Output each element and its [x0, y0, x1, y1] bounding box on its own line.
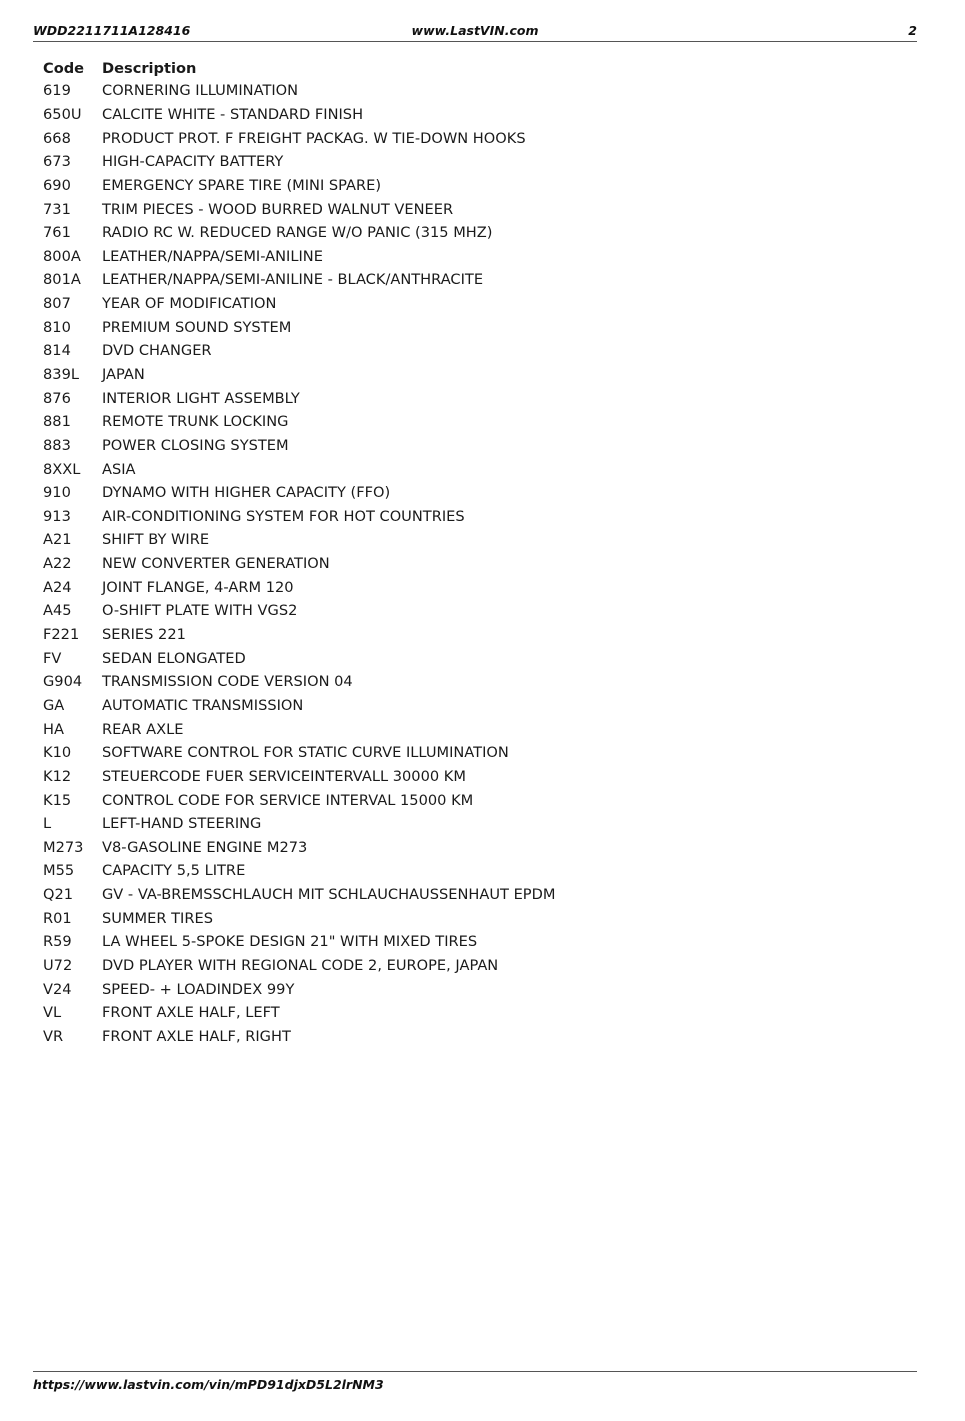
option-description: TRIM PIECES - WOOD BURRED WALNUT VENEER: [102, 200, 454, 218]
option-code: GA: [43, 696, 65, 714]
page-number: 2: [908, 23, 917, 38]
table-row: [43, 812, 555, 836]
option-code: R01: [43, 909, 72, 927]
option-description: STEUERCODE FUER SERVICEINTERVALL 30000 KM: [102, 767, 466, 785]
option-code: VR: [43, 1027, 64, 1045]
option-description: POWER CLOSING SYSTEM: [102, 436, 289, 454]
table-row: [43, 906, 555, 930]
table-row: [43, 552, 555, 576]
option-description: YEAR OF MODIFICATION: [102, 295, 277, 313]
option-code: 668: [43, 129, 71, 147]
option-code: 807: [43, 295, 71, 313]
table-row: [43, 599, 555, 623]
table-row: [43, 410, 555, 434]
table-body: [43, 79, 555, 1048]
option-code: 910: [43, 484, 71, 502]
option-code: VL: [43, 1004, 62, 1022]
table-row: [43, 292, 555, 316]
option-code: V24: [43, 980, 72, 998]
option-description: DYNAMO WITH HIGHER CAPACITY (FFO): [102, 484, 391, 502]
header-vin: WDD2211711A128416: [33, 23, 191, 38]
option-code: 731: [43, 200, 71, 218]
table-row: [43, 765, 555, 789]
option-code: K15: [43, 791, 72, 809]
table-row: [43, 575, 555, 599]
table-row: [43, 79, 555, 103]
option-code: 761: [43, 224, 71, 242]
option-description: SOFTWARE CONTROL FOR STATIC CURVE ILLUMINATION: [102, 744, 509, 762]
option-code: 876: [43, 389, 71, 407]
option-description: SHIFT BY WIRE: [102, 531, 210, 549]
option-description: FRONT AXLE HALF, RIGHT: [102, 1027, 291, 1045]
option-code: 810: [43, 318, 71, 336]
table-row: [43, 103, 555, 127]
option-code: 650U: [43, 105, 82, 123]
option-code: 814: [43, 342, 71, 360]
table-row: [43, 788, 555, 812]
option-description: REMOTE TRUNK LOCKING: [102, 413, 289, 431]
table-row: [43, 883, 555, 907]
table-row: [43, 859, 555, 883]
option-code: 8XXL: [43, 460, 81, 478]
table-row: [43, 977, 555, 1001]
option-description: JOINT FLANGE, 4-ARM 120: [102, 578, 294, 596]
option-description: CALCITE WHITE - STANDARD FINISH: [102, 105, 364, 123]
option-code: F221: [43, 626, 80, 644]
option-description: SPEED- + LOADINDEX 99Y: [102, 980, 295, 998]
option-code: HA: [43, 720, 64, 738]
option-description: TRANSMISSION CODE VERSION 04: [102, 673, 353, 691]
table-row: [43, 741, 555, 765]
option-description: V8-GASOLINE ENGINE M273: [102, 838, 308, 856]
option-description: LA WHEEL 5-SPOKE DESIGN 21" WITH MIXED TIRES: [102, 933, 478, 951]
table-row: [43, 670, 555, 694]
table-row: [43, 244, 555, 268]
option-description: AUTOMATIC TRANSMISSION: [102, 696, 304, 714]
option-description: GV - VA-BREMSSCHLAUCH MIT SCHLAUCHAUSSENHAUT EPDM: [102, 886, 556, 904]
table-row: [43, 954, 555, 978]
option-code: FV: [43, 649, 62, 667]
option-description: SUMMER TIRES: [102, 909, 213, 927]
option-description: EMERGENCY SPARE TIRE (MINI SPARE): [102, 176, 382, 194]
table-row: [43, 221, 555, 245]
table-row: [43, 197, 555, 221]
option-description: LEATHER/NAPPA/SEMI-ANILINE: [102, 247, 323, 265]
option-description: REAR AXLE: [102, 720, 184, 738]
column-header-code: Code: [43, 59, 85, 77]
option-description: JAPAN: [102, 366, 145, 383]
option-description: LEATHER/NAPPA/SEMI-ANILINE - BLACK/ANTHRACITE: [102, 271, 484, 289]
page-header: [33, 20, 917, 42]
option-code: A24: [43, 578, 72, 596]
option-code: G904: [43, 673, 83, 691]
option-description: PREMIUM SOUND SYSTEM: [102, 318, 292, 336]
footer-url: https://www.lastvin.com/vin/mPD91djxD5L2lrNM3: [33, 1377, 384, 1392]
option-code: 619: [43, 82, 71, 100]
option-description: CONTROL CODE FOR SERVICE INTERVAL 15000 KM: [102, 791, 474, 809]
option-description: PRODUCT PROT. F FREIGHT PACKAG. W TIE-DOWN HOOKS: [102, 129, 526, 147]
option-code: 690: [43, 176, 71, 194]
table-row: [43, 930, 555, 954]
option-description: ASIA: [102, 460, 136, 478]
table-row: [43, 694, 555, 718]
option-description: NEW CONVERTER GENERATION: [102, 555, 330, 573]
table-row: [43, 528, 555, 552]
option-code: L: [43, 815, 52, 833]
table-row: [43, 150, 555, 174]
table-row: [43, 339, 555, 363]
option-description: FRONT AXLE HALF, LEFT: [102, 1004, 280, 1022]
table-header-row: [43, 57, 555, 79]
table-row: [43, 315, 555, 339]
option-description: DVD CHANGER: [102, 342, 212, 360]
option-description: SERIES 221: [102, 626, 186, 644]
option-code: A45: [43, 602, 72, 620]
table-row: [43, 126, 555, 150]
table-row: [43, 457, 555, 481]
option-description: DVD PLAYER WITH REGIONAL CODE 2, EUROPE, JAPAN: [102, 957, 499, 975]
table-row: [43, 505, 555, 529]
table-row: [43, 623, 555, 647]
option-code: A21: [43, 531, 72, 549]
option-code: R59: [43, 933, 72, 951]
option-code: K12: [43, 767, 72, 785]
column-header-description: Description: [102, 59, 197, 77]
table-row: [43, 174, 555, 198]
header-site: www.LastVIN.com: [411, 23, 539, 38]
option-code: K10: [43, 744, 72, 762]
option-code: Q21: [43, 886, 74, 904]
option-codes-table: [43, 57, 555, 1048]
option-description: RADIO RC W. REDUCED RANGE W/O PANIC (315 MHZ): [102, 224, 493, 242]
option-description: LEFT-HAND STEERING: [102, 815, 262, 833]
option-code: 913: [43, 507, 71, 525]
table-row: [43, 386, 555, 410]
option-code: 883: [43, 436, 71, 454]
option-code: M273: [43, 838, 84, 856]
table-row: [43, 434, 555, 458]
option-description: CAPACITY 5,5 LITRE: [102, 862, 246, 880]
option-code: U72: [43, 957, 73, 975]
option-description: CORNERING ILLUMINATION: [102, 82, 299, 100]
page-footer: [33, 1371, 917, 1392]
table-row: [43, 717, 555, 741]
table-row: [43, 363, 555, 387]
option-code: A22: [43, 555, 72, 573]
option-description: SEDAN ELONGATED: [102, 649, 246, 667]
table-row: [43, 1001, 555, 1025]
table-row: [43, 646, 555, 670]
option-code: M55: [43, 862, 75, 880]
option-description: HIGH-CAPACITY BATTERY: [102, 153, 284, 171]
option-code: 673: [43, 153, 71, 171]
option-description: O-SHIFT PLATE WITH VGS2: [102, 602, 298, 620]
table-row: [43, 481, 555, 505]
option-description: INTERIOR LIGHT ASSEMBLY: [102, 389, 300, 407]
option-code: 800A: [43, 247, 81, 265]
option-description: AIR-CONDITIONING SYSTEM FOR HOT COUNTRIES: [102, 507, 465, 525]
table-row: [43, 1025, 555, 1049]
option-code: 839L: [43, 366, 79, 383]
table-row: [43, 268, 555, 292]
option-code: 801A: [43, 271, 81, 289]
option-code: 881: [43, 413, 71, 431]
table-row: [43, 836, 555, 860]
